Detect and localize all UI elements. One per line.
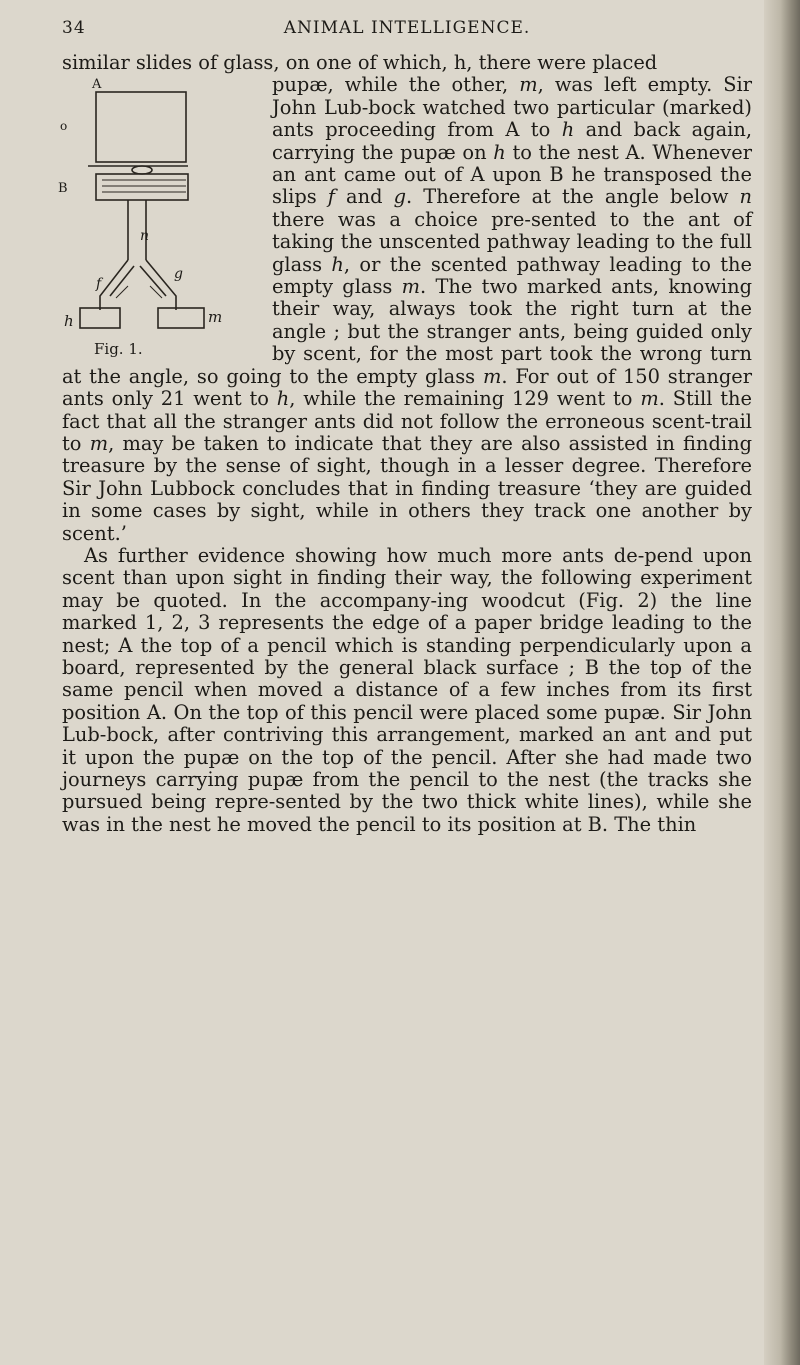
label-m: m [208,308,223,327]
figure-1-drawing [58,74,264,362]
label-g: g [174,266,183,283]
page-edge [764,0,800,1365]
platform-b [96,174,188,200]
label-f: f [96,276,102,293]
figure-1 [58,74,264,362]
glass-h [80,308,120,328]
label-b: B [58,181,68,197]
label-n: n [140,228,150,245]
figure-caption: Fig. 1. [94,340,143,359]
glass-m [158,308,204,328]
label-o: o [60,119,68,134]
label-a: A [92,77,102,93]
first-line: similar slides of glass, on one of which, h, there were placed [62,51,658,74]
paragraph-1 [58,51,753,545]
running-title: ANIMAL INTELLIGENCE. [283,18,531,38]
paragraph-1-text: pupæ, while the other, m, was left empty. Sir John Lub-bock watched two particular (marked) ants proceeding from A to h and back again, carrying the pupæ on h to the nest A. Whenever an ant came out of A upon B he transposed the slips f and g. Therefore at the angle below n there was a choice pre-sented to the ant of taking the unscented pathway leading to the full glass h, or the scented pathway leading to the empty glass m. The two marked ants, knowing their way, always took the right turn at the angle ; but the stranger ants, being guided only by scent, for the most part took the wrong turn at the angle, so going to the empty glass m. For out of 150 stranger ants only 21 went to h, while the remaining 129 went to m. Still the fact that all the stranger ants did not follow the erroneous scent-trail to m, may be taken to indicate that they are also assisted in finding treasure by the sense of sight, though in a lesser degree. Therefore Sir John Lubbock concludes that in finding treasure ‘they are guided in some cases by sight, while in others they track one another by scent.’ [62,73,753,545]
body-text [58,51,753,836]
label-h: h [64,312,74,331]
page-number: 34 [62,18,86,38]
nest-box-a [96,92,186,162]
paragraph-2: As further evidence showing how much more ants de-pend upon scent than upon sight in finding their way, the following experiment may be quoted. In the accompany-ing woodcut (Fig. 2) the line marked 1, 2, 3 represents the edge of a paper bridge leading to the nest; A the top of a pencil which is standing perpendicularly upon a board, represented by the general black surface ; B the top of the same pencil when moved a distance of a few inches from its first position A. On the top of this pencil were placed some pupæ. Sir John Lub-bock, after contriving this arrangement, marked an ant and put it upon the pupæ on the top of the pencil. After she had made two journeys carrying pupæ from the pencil to the nest (the tracks she pursued being repre-sented by the two thick white lines), while she was in the nest he moved the pencil to its position at B. The thin [62,543,752,836]
page-header [62,18,752,48]
